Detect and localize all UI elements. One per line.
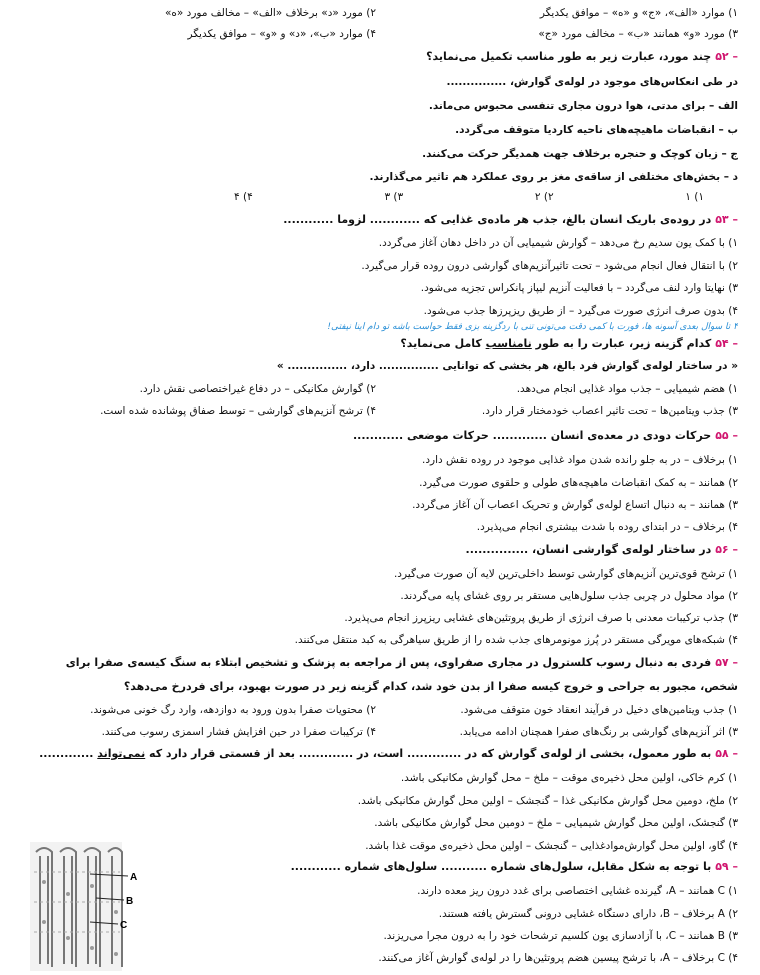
option-4[interactable]: ۴) ترکیبات صفرا در حین افزایش فشار اسمزی رسوب می‌کنند. bbox=[101, 726, 376, 738]
question-54-options-row-2 bbox=[14, 404, 738, 418]
option-1[interactable]: ۱) ۱ bbox=[685, 191, 704, 203]
option-4[interactable]: ۴) گاو، اولین محل گوارش‌موادغذایی – گنجشک – اولین محل ذخیره‌ی موقت غذا باشد. bbox=[365, 840, 738, 852]
option-2[interactable]: ۲) A برخلاف – B، دارای دستگاه غشایی درونی گسترش یافته هستند. bbox=[438, 908, 738, 920]
question-57-stem-line-1: – ۵۷فردی به دنبال رسوب کلسترول در مجاری صفراوی، پس از مراجعه به پزشک و تشخیص ابتلاء به سنگ کیسه‌ی صفرا برای bbox=[65, 656, 738, 669]
question-58-stem: – ۵۸به طور معمول، بخشی از لوله‌ی گوارش که در ............. است، در ............. بعد از قسمتی قرار دارد که نمی‌تواند ............. bbox=[39, 747, 738, 760]
option-3[interactable]: ۳) ۳ bbox=[384, 191, 404, 203]
option-1[interactable]: ۱) هضم شیمیایی – جذب مواد غذایی انجام می‌دهد. bbox=[516, 383, 738, 395]
prev-option-1: ۱) موارد «الف»، «ج» و «ه» – موافق یکدیگر bbox=[539, 7, 738, 19]
option-2[interactable]: ۲) همانند – به کمک انقباضات ماهیچه‌های طولی و حلقوی صورت می‌گیرد. bbox=[419, 477, 738, 489]
question-54-lead: « در ساختار لوله‌ی گوارش فرد بالغ، هر بخشی که توانایی ............... دارد، ............... » bbox=[276, 360, 738, 372]
option-2[interactable]: ۲) گوارش مکانیکی – در دفاع غیراختصاصی نقش دارد. bbox=[139, 383, 376, 395]
statement-c: ج – زبان کوچک و حنجره برخلاف جهت همدیگر حرکت می‌کنند. bbox=[422, 148, 738, 160]
question-57-options-row-1 bbox=[14, 703, 738, 717]
gastric-gland-figure bbox=[30, 842, 150, 971]
option-1[interactable]: ۱) جذب ویتامین‌های دخیل در فرآیند انعقاد خون متوقف می‌شود. bbox=[460, 704, 738, 716]
option-3[interactable]: ۳) B همانند – C، با آزادسازی یون کلسیم ترشحات خود را به درون مجرا می‌ریزند. bbox=[383, 930, 738, 942]
option-1[interactable]: ۱) C همانند – A، گیرنده غشایی اختصاصی برای غدد درون ریز معده دارند. bbox=[417, 885, 738, 897]
question-54-stem: – ۵۴کدام گزینه زیر، عبارت را به طور نامناسب کامل می‌نماید؟ bbox=[400, 337, 738, 350]
prev-option-3: ۳) مورد «و» همانند «ب» – مخالف مورد «ج» bbox=[538, 28, 738, 40]
prev-option-2: ۲) مورد «د» برخلاف «الف» – مخالف مورد «ه» bbox=[164, 7, 376, 19]
statement-d: د – بخش‌های مختلفی از ساقه‌ی مغز بر روی عملکرد هم تاثیر می‌گذارند. bbox=[369, 171, 738, 183]
label-c: C bbox=[120, 920, 128, 931]
question-52-options bbox=[14, 191, 738, 203]
option-4[interactable]: ۴) ۴ bbox=[234, 191, 253, 203]
option-2[interactable]: ۲) ۲ bbox=[534, 191, 554, 203]
option-1[interactable]: ۱) کرم خاکی، اولین محل ذخیره‌ی موقت – ملخ – محل گوارش مکانیکی باشد. bbox=[400, 772, 738, 784]
question-55-stem: – ۵۵حرکات دودی در معده‌ی انسان ............. حرکات موضعی ............ bbox=[352, 429, 738, 442]
option-3[interactable]: ۳) گنجشک، اولین محل گوارش شیمیایی – ملخ – دومین محل گوارش مکانیکی باشد. bbox=[374, 817, 738, 829]
prev-options-row-1 bbox=[14, 6, 738, 20]
option-3[interactable]: ۳) جذب ویتامین‌ها – تحت تاثیر اعصاب خودمختار قرار دارد. bbox=[481, 405, 738, 417]
option-3[interactable]: ۳) نهایتا وارد لنف می‌گردد – با فعالیت آنزیم لیپاز پانکراس تجزیه می‌شود. bbox=[420, 282, 738, 294]
option-2[interactable]: ۲) مواد محلول در چربی جذب سلول‌هایی مستقر بر روی غشای پایه می‌گردند. bbox=[400, 590, 738, 602]
question-54-options-row-1 bbox=[14, 382, 738, 396]
option-2[interactable]: ۲) محتویات صفرا بدون ورود به دوازدهه، وارد رگ خونی می‌شوند. bbox=[90, 704, 376, 716]
option-3[interactable]: ۳) جذب ترکیبات معدنی با صرف انرژی از طریق پروتئین‌های غشایی ریزپرز انجام می‌پذیرد. bbox=[344, 612, 738, 624]
label-b: B bbox=[126, 896, 134, 907]
label-a: A bbox=[130, 872, 138, 883]
option-4[interactable]: ۴) بدون صرف انرژی صورت می‌گیرد – از طریق ریزپرزها جذب می‌شود. bbox=[423, 305, 738, 317]
option-4[interactable]: ۴) شبکه‌های مویرگی مستقر در پُرز مونومرهای جذب شده را از طریق سیاهرگی به کبد منتقل می‌کنند. bbox=[294, 634, 738, 646]
option-1[interactable]: ۱) برخلاف – در به جلو رانده شدن مواد غذایی موجود در روده نقش دارد. bbox=[422, 454, 738, 466]
option-4[interactable]: ۴) برخلاف – در ابتدای روده با شدت بیشتری انجام می‌پذیرد. bbox=[476, 521, 738, 533]
prev-options-row-2 bbox=[14, 27, 738, 41]
option-3[interactable]: ۳) اثر آنزیم‌های گوارشی بر رنگ‌های صفرا همچنان ادامه می‌یابد. bbox=[459, 726, 738, 738]
option-4[interactable]: ۴) ترشح آنزیم‌های گوارشی – توسط صفاق پوشانده شده است. bbox=[100, 405, 376, 417]
question-52-stem: – ۵۲چند مورد، عبارت زیر به طور مناسب تکمیل می‌نماید؟ bbox=[426, 50, 738, 63]
option-4[interactable]: ۴) C برخلاف – A، با ترشح پیسین هضم پروتئین‌ها را در لوله‌ی گوارش آغاز می‌کنند. bbox=[378, 952, 738, 964]
option-1[interactable]: ۱) ترشح قوی‌ترین آنزیم‌های گوارشی توسط داخلی‌ترین لایه آن صورت می‌گیرد. bbox=[393, 568, 738, 580]
question-56-stem: – ۵۶در ساختار لوله‌ی گوارشی انسان، ............... bbox=[465, 543, 738, 556]
statement-b: ب – انقباضات ماهیچه‌های ناحیه کاردیا متوقف می‌گردد. bbox=[455, 124, 738, 136]
prev-option-4: ۴) موارد «ب»، «د» و «و» – موافق یکدیگر bbox=[187, 28, 376, 40]
gastric-gland-illustration bbox=[30, 842, 150, 971]
question-52-lead: در طی انعکاس‌های موجود در لوله‌ی گوارش، ............... bbox=[446, 76, 738, 88]
statement-a: الف – برای مدتی، هوا درون مجاری تنفسی محبوس می‌ماند. bbox=[428, 100, 738, 112]
option-3[interactable]: ۳) همانند – به دنبال اتساع لوله‌ی گوارش و تحریک اعصاب آن آغاز می‌گردد. bbox=[412, 499, 738, 511]
hint-note: ۴ تا سوال بعدی آسونه ها، فورت با کمی دقت می‌تونی تنی با ردگزینه بزی فقط حواست باشه تو دام اینا نیفتی! bbox=[327, 322, 738, 332]
option-2[interactable]: ۲) با انتقال فعال انجام می‌شود – تحت تاثیرآنزیم‌های گوارشی درون روده قرار می‌گیرد. bbox=[361, 260, 738, 272]
question-57-stem-line-2: شخص، مجبور به جراحی و خروج کیسه صفرا از بدن خود شد، کدام گزینه زیر در صورت بهبود، برای فردرخ می‌دهد؟ bbox=[123, 680, 738, 693]
question-53-stem: – ۵۳در روده‌ی باریک انسان بالغ، جذب هر ماده‌ی غذایی که ............ لزوما ............ bbox=[283, 213, 738, 226]
option-2[interactable]: ۲) ملخ، دومین محل گوارش مکانیکی غذا – گنجشک – اولین محل گوارش مکانیکی باشد. bbox=[357, 795, 738, 807]
question-57-options-row-2 bbox=[14, 725, 738, 739]
question-59-stem: – ۵۹با توجه به شکل مقابل، سلول‌های شماره ........... سلول‌های شماره ............ bbox=[290, 860, 738, 873]
option-1[interactable]: ۱) با کمک یون سدیم رخ می‌دهد – گوارش شیمیایی آن در داخل دهان آغاز می‌گردد. bbox=[378, 237, 738, 249]
